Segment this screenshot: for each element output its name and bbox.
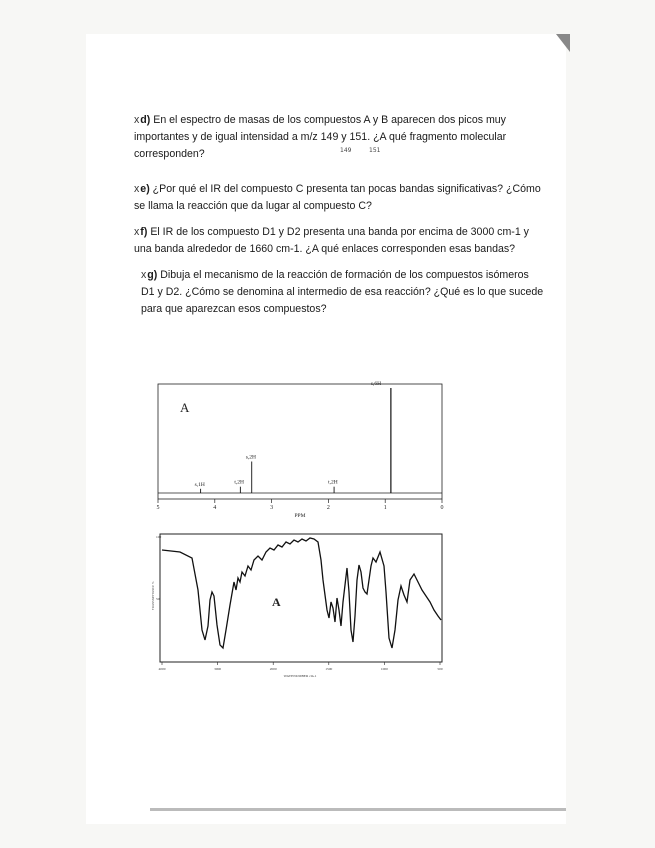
nmr-tick-label: 2 — [326, 505, 330, 511]
nmr-compound-label: A — [180, 400, 190, 415]
ir-tick-label: 1000 — [380, 667, 388, 671]
ir-tick-label: 1500 — [325, 667, 333, 671]
scan-edge — [150, 808, 566, 811]
question-e — [134, 181, 544, 215]
question-g — [141, 267, 544, 318]
question-g-letter: g) — [147, 269, 158, 281]
ir-tick-label: 2000 — [269, 667, 277, 671]
question-d-mark: x — [134, 114, 140, 126]
ir-spectrum — [150, 530, 450, 680]
handwritten-note-151: 151 — [369, 147, 381, 154]
ir-frame — [160, 534, 442, 662]
nmr-ticks — [157, 499, 444, 511]
nmr-axis-label: PPM — [294, 513, 306, 519]
ir-y-axis-label: TRANSMITTANCE % — [151, 581, 155, 610]
ir-compound-label: A — [272, 595, 281, 609]
question-e-mark: x — [134, 183, 140, 195]
question-e-letter: e) — [140, 183, 150, 195]
page-corner-fold — [556, 34, 570, 52]
question-f — [134, 224, 544, 258]
nmr-tick-label: 1 — [383, 505, 387, 511]
question-d-text: En el espectro de masas de los compuestos A y B aparecen dos picos muy importantes y de igual intensidad a m/z 149 y 151. ¿A qué fragmento molecular corresponden? — [134, 114, 507, 160]
nmr-peak-labels — [195, 381, 382, 488]
question-g-text: Dibuja el mecanismo de la reacción de formación de los compuestos isómeros D1 y D2. ¿Cómo se denomina al intermedio de esa reacción? ¿Qué es lo que sucede para que aparezcan esos compuestos? — [141, 269, 544, 315]
question-g-mark: x — [141, 269, 147, 281]
ir-tick-label: 500 — [437, 667, 443, 671]
ir-tick-label: 4000 — [158, 667, 166, 671]
nmr-peak-label: s,6H — [370, 381, 382, 387]
nmr-spectrum — [150, 376, 450, 522]
question-d — [134, 112, 544, 163]
nmr-peak-label: t,2H — [328, 479, 338, 486]
question-f-letter: f) — [140, 226, 148, 238]
ir-xticks — [159, 662, 443, 671]
nmr-tick-label: 5 — [156, 505, 160, 511]
question-f-text: El IR de los compuesto D1 y D2 presenta una banda por encima de 3000 cm-1 y una banda alrededor de 1660 cm-1. ¿A qué enlaces corresponden esas bandas? — [134, 226, 529, 255]
question-e-text: ¿Por qué el IR del compuesto C presenta tan pocas bandas significativas? ¿Cómo se llama la reacción que da lugar al compuesto C? — [134, 183, 541, 212]
nmr-tick-label: 3 — [270, 505, 274, 511]
nmr-tick-label: 4 — [213, 505, 217, 511]
nmr-peak-label: s,2H — [245, 454, 256, 461]
question-f-mark: x — [134, 226, 140, 238]
nmr-peak-label: t,2H — [234, 479, 244, 486]
ir-ytick-100: 100 — [156, 535, 162, 539]
nmr-tick-label: 0 — [440, 505, 444, 511]
nmr-peaks — [201, 388, 391, 493]
ir-tick-label: 3000 — [214, 667, 222, 671]
ir-transmittance-trace — [162, 538, 441, 648]
handwritten-note-149: 149 — [340, 147, 352, 154]
ir-ytick-50: 50 — [156, 597, 160, 601]
nmr-peak-label: s,1H — [194, 481, 205, 488]
question-d-letter: d) — [140, 114, 151, 126]
ir-x-axis-label: WAVENUMBER cm-1 — [283, 674, 317, 678]
